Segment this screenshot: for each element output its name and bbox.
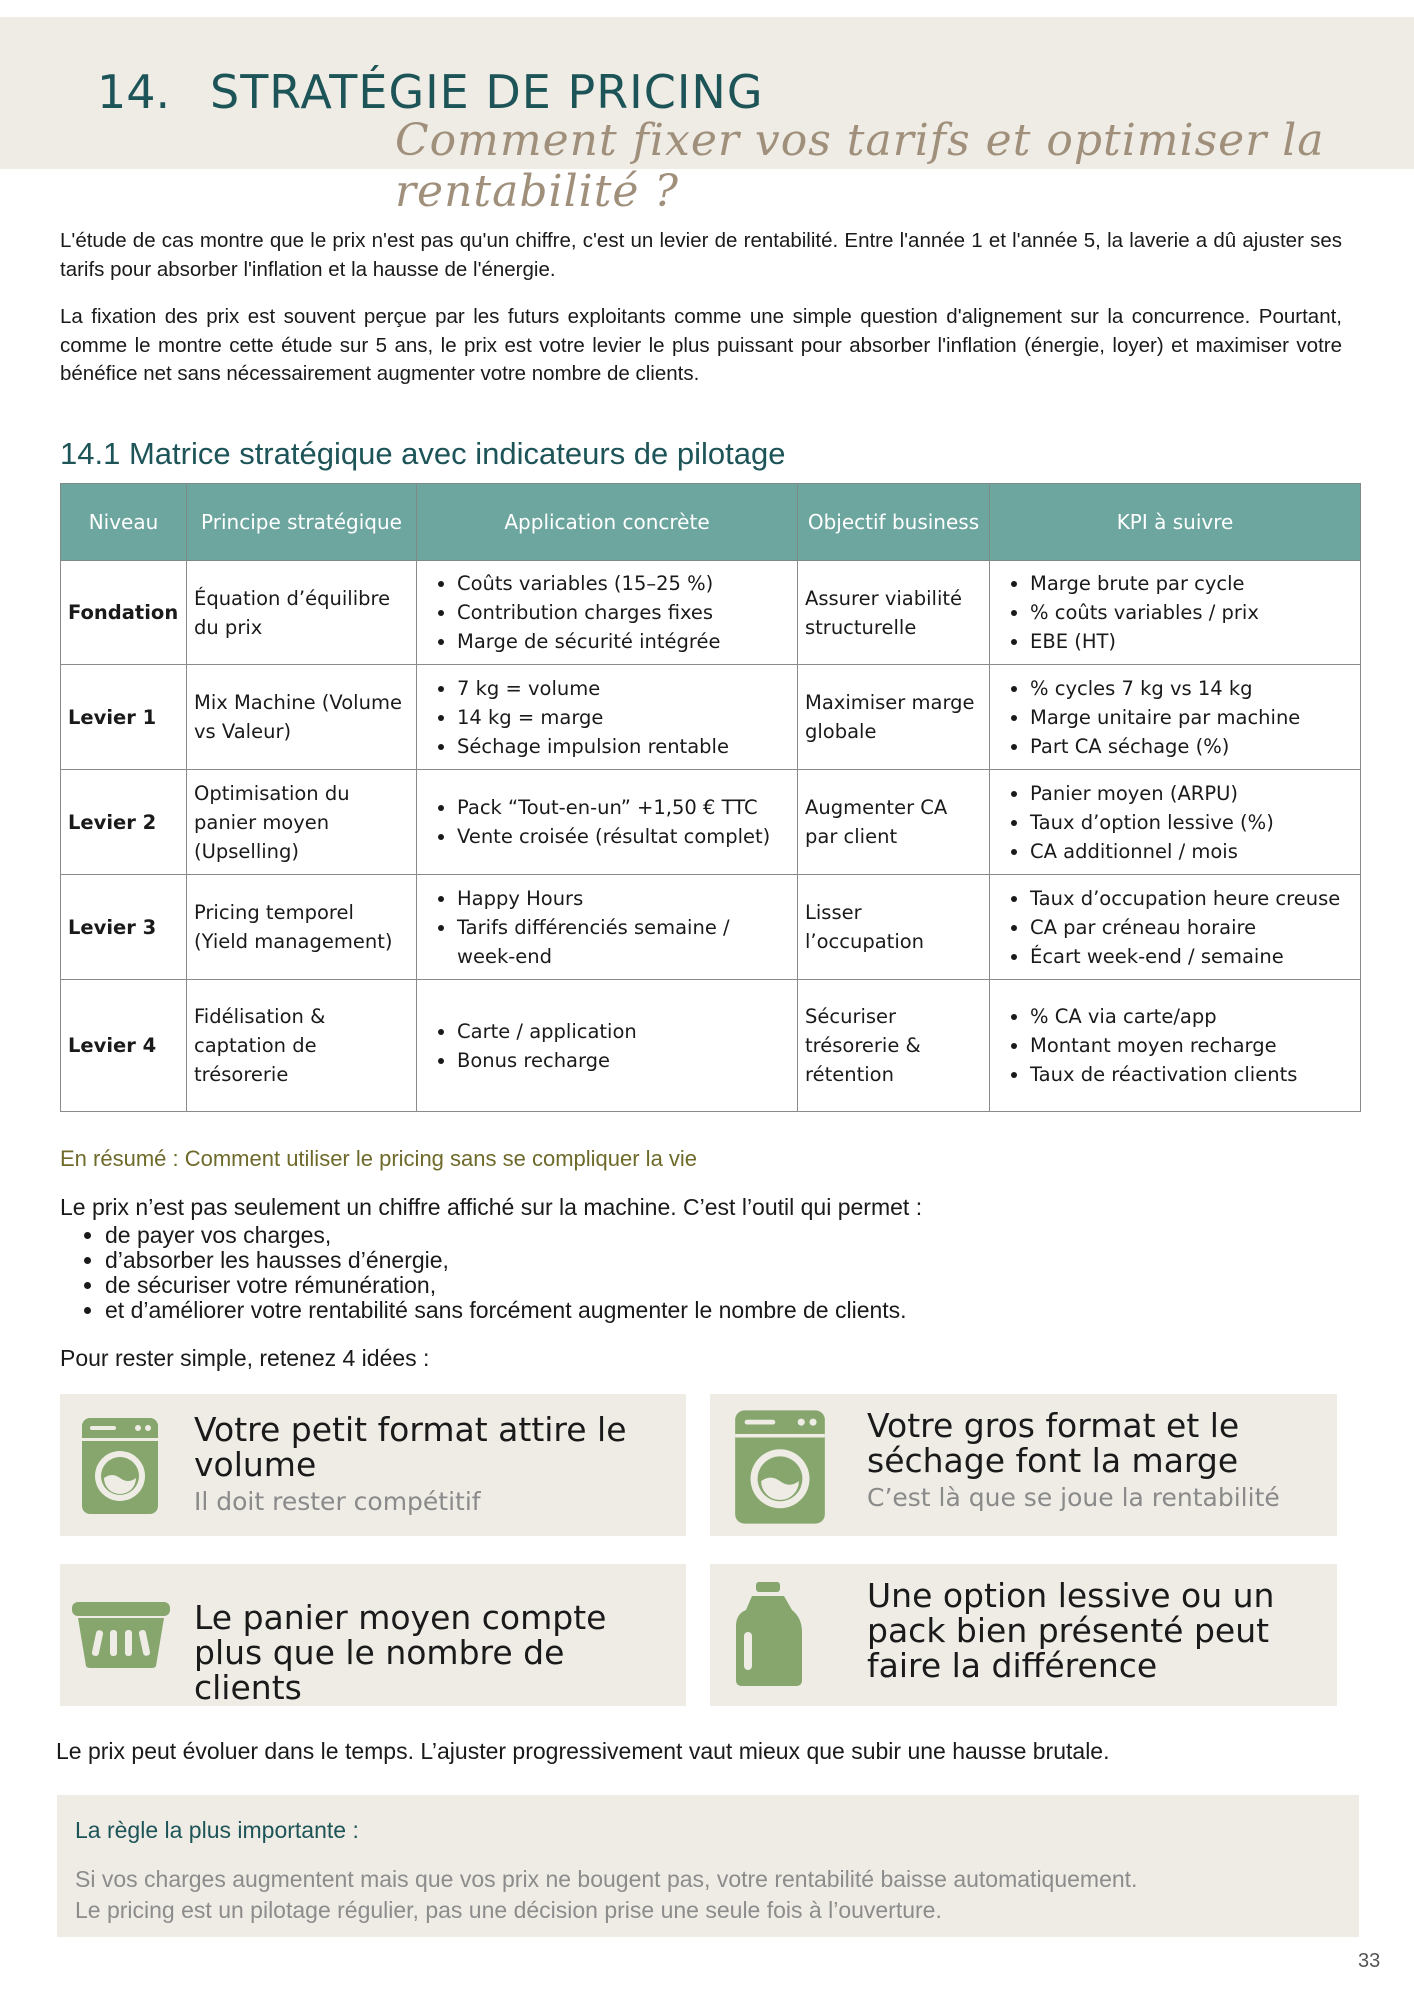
section-title: 14.1 Matrice stratégique avec indicateurs de pilotage	[60, 436, 786, 471]
chapter-title: STRATÉGIE DE PRICING	[210, 65, 764, 119]
application-cell	[417, 875, 798, 980]
kpi-cell	[990, 980, 1361, 1112]
list-item: • % coûts variables / prix	[1030, 598, 1353, 627]
list-item: • Bonus recharge	[457, 1046, 790, 1075]
kpi-cell	[990, 770, 1361, 875]
list-item: • d’absorber les hausses d’énergie,	[105, 1248, 907, 1273]
rule-line-2: Le pricing est un pilotage régulier, pas une décision prise une seule fois à l’ouverture.	[75, 1897, 942, 1923]
list-item: • Taux d’option lessive (%)	[1030, 808, 1353, 837]
card-subtitle: Il doit rester compétitif	[194, 1487, 481, 1516]
ideas-intro: Pour rester simple, retenez 4 idées :	[60, 1345, 430, 1371]
principle-cell: Équation d’équilibre du prix	[187, 561, 417, 665]
idea-card-small-format	[60, 1394, 686, 1536]
level-cell: Levier 3	[61, 875, 187, 980]
summary-lead: Le prix n’est pas seulement un chiffre affiché sur la machine. C’est l’outil qui permet :	[60, 1194, 923, 1220]
list-item: • Contribution charges fixes	[457, 598, 790, 627]
application-cell	[417, 561, 798, 665]
objective-cell: Augmenter CA par client	[798, 770, 990, 875]
list-item: • Panier moyen (ARPU)	[1030, 779, 1353, 808]
list-item: • Marge unitaire par machine	[1030, 703, 1353, 732]
application-cell	[417, 770, 798, 875]
list-item: • Tarifs différenciés semaine / week-end	[457, 913, 790, 971]
list-item: • % cycles 7 kg vs 14 kg	[1030, 674, 1353, 703]
list-item: • Marge de sécurité intégrée	[457, 627, 790, 656]
principle-cell: Fidélisation & captation de trésorerie	[187, 980, 417, 1112]
table-row	[61, 770, 1361, 875]
list-item: • Marge brute par cycle	[1030, 569, 1353, 598]
list-item: • 7 kg = volume	[457, 674, 790, 703]
list-item: • Montant moyen recharge	[1030, 1031, 1353, 1060]
page-header	[0, 17, 1414, 217]
objective-cell: Sécuriser trésorerie & rétention	[798, 980, 990, 1112]
laundry-basket-icon	[72, 1600, 170, 1670]
kpi-cell	[990, 561, 1361, 665]
level-cell: Levier 2	[61, 770, 187, 875]
principle-cell: Optimisation du panier moyen (Upselling)	[187, 770, 417, 875]
card-subtitle: C’est là que se joue la rentabilité	[867, 1483, 1280, 1512]
header-cell: Niveau	[61, 484, 187, 561]
header-cell: KPI à suivre	[990, 484, 1361, 561]
list-item: • Écart week-end / semaine	[1030, 942, 1353, 971]
objective-cell: Maximiser marge globale	[798, 665, 990, 770]
summary-title: En résumé : Comment utiliser le pricing sans se compliquer la vie	[60, 1146, 698, 1171]
list-item: • Part CA séchage (%)	[1030, 732, 1353, 761]
table-row	[61, 875, 1361, 980]
strategy-matrix-table	[60, 483, 1361, 1112]
list-item: • Pack “Tout-en-un” +1,50 € TTC	[457, 793, 790, 822]
level-cell: Levier 1	[61, 665, 187, 770]
idea-card-average-basket	[60, 1564, 686, 1706]
chapter-number: 14.	[97, 65, 171, 119]
objective-cell: Assurer viabilité structurelle	[798, 561, 990, 665]
table-row	[61, 665, 1361, 770]
list-item: • 14 kg = marge	[457, 703, 790, 732]
idea-card-large-format	[710, 1394, 1337, 1536]
rule-title: La règle la plus importante :	[75, 1817, 359, 1843]
list-item: • et d’améliorer votre rentabilité sans forcément augmenter le nombre de clients.	[105, 1298, 907, 1323]
table-row	[61, 980, 1361, 1112]
list-item: • Vente croisée (résultat complet)	[457, 822, 790, 851]
header-cell: Principe stratégique	[187, 484, 417, 561]
washing-machine-icon	[80, 1416, 160, 1516]
card-title: Le panier moyen compte plus que le nombre de clients	[194, 1598, 607, 1707]
table-row	[61, 561, 1361, 665]
principle-cell: Pricing temporel (Yield management)	[187, 875, 417, 980]
list-item: • CA par créneau horaire	[1030, 913, 1353, 942]
chapter-subtitle: Comment fixer vos tarifs et optimiser la rentabilité ?	[395, 115, 1325, 217]
principle-cell: Mix Machine (Volume vs Valeur)	[187, 665, 417, 770]
level-cell: Fondation	[61, 561, 187, 665]
page-number: 33	[1358, 1950, 1381, 1972]
header-cell: Objectif business	[798, 484, 990, 561]
card-title: Une option lessive ou un pack bien présenté peut faire la différence	[867, 1576, 1275, 1685]
list-item: • Happy Hours	[457, 884, 790, 913]
kpi-cell	[990, 665, 1361, 770]
list-item: • Séchage impulsion rentable	[457, 732, 790, 761]
rule-body	[75, 1864, 1137, 1926]
list-item: • Taux de réactivation clients	[1030, 1060, 1353, 1089]
application-cell	[417, 980, 798, 1112]
level-cell: Levier 4	[61, 980, 187, 1112]
list-item: • Carte / application	[457, 1017, 790, 1046]
intro-paragraph-1: L'étude de cas montre que le prix n'est pas qu'un chiffre, c'est un levier de rentabilité. Entre l'année 1 et l'année 5, la laverie a dû ajuster ses tarifs pour absorber l'inflation et la hausse de l'énergie.	[60, 229, 1342, 281]
evolution-note: Le prix peut évoluer dans le temps. L’ajuster progressivement vaut mieux que subir une hausse brutale.	[56, 1738, 1110, 1764]
table-header-row	[61, 484, 1361, 561]
list-item: • Coûts variables (15–25 %)	[457, 569, 790, 598]
kpi-cell	[990, 875, 1361, 980]
detergent-bottle-icon	[734, 1582, 804, 1688]
intro-paragraph-2: La fixation des prix est souvent perçue par les futurs exploitants comme une simple question d'alignement sur la concurrence. Pourtant, comme le montre cette étude sur 5 ans, le prix est votre levier le plus puissant pour absorber l'inflation (énergie, loyer) et maximiser votre bénéfice net sans nécessairement augmenter votre nombre de clients.	[60, 305, 1342, 385]
list-item: • de payer vos charges,	[105, 1223, 907, 1248]
header-cell: Application concrète	[417, 484, 798, 561]
card-title: Votre petit format attire le volume	[194, 1410, 627, 1484]
rule-line-1: Si vos charges augmentent mais que vos prix ne bougent pas, votre rentabilité baisse automatiquement.	[75, 1866, 1138, 1892]
important-rule-box	[57, 1795, 1359, 1937]
card-title: Votre gros format et le séchage font la marge	[867, 1406, 1240, 1480]
summary-bullets	[60, 1223, 907, 1323]
list-item: • CA additionnel / mois	[1030, 837, 1353, 866]
list-item: • % CA via carte/app	[1030, 1002, 1353, 1031]
washing-machine-icon	[730, 1408, 830, 1526]
objective-cell: Lisser l’occupation	[798, 875, 990, 980]
application-cell	[417, 665, 798, 770]
list-item: • EBE (HT)	[1030, 627, 1353, 656]
list-item: • Taux d’occupation heure creuse	[1030, 884, 1353, 913]
list-item: • de sécuriser votre rémunération,	[105, 1273, 907, 1298]
idea-card-detergent-option	[710, 1564, 1337, 1706]
